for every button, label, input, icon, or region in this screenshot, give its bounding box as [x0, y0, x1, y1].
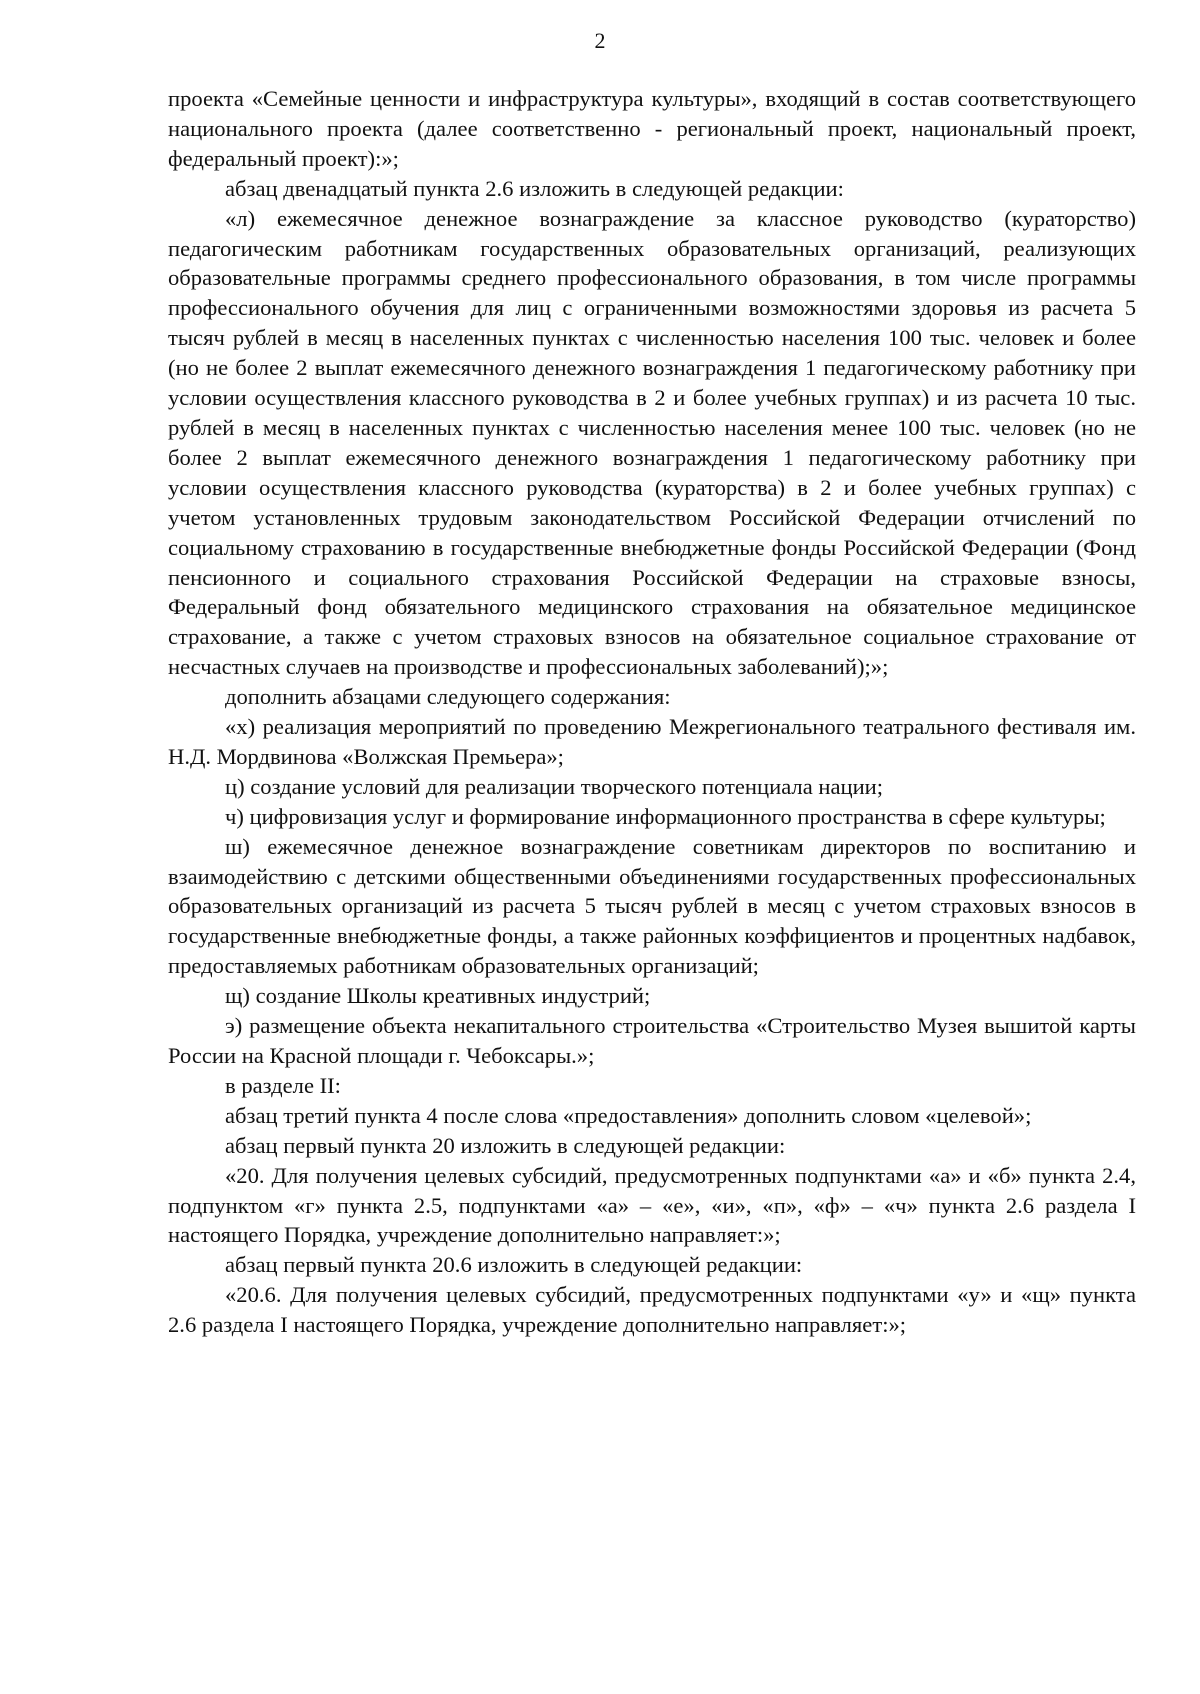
paragraph-item-e: э) размещение объекта некапитального строительства «Строительство Музея вышитой карты России на Красной площади г. Чебоксары.»;	[168, 1013, 1136, 1068]
paragraph-amend-point-20: абзац первый пункта 20 изложить в следующей редакции:	[225, 1132, 786, 1158]
paragraph-item-ts: ц) создание условий для реализации творческого потенциала нации;	[225, 773, 884, 799]
paragraph-amend-point-4: абзац третий пункта 4 после слова «предоставления» дополнить словом «целевой»;	[225, 1102, 1032, 1128]
paragraph-item-ch: ч) цифровизация услуг и формирование информационного пространства в сфере культуры;	[225, 803, 1106, 829]
paragraph-point-20-6-text: «20.6. Для получения целевых субсидий, предусмотренных подпунктами «у» и «щ» пункта 2.6 раздела I настоящего Порядка, учреждение дополнительно направляет:»;	[168, 1282, 1136, 1338]
document-body	[168, 84, 1136, 1340]
paragraph-item-l: «л) ежемесячное денежное вознаграждение за классное руководство (кураторство) педагогическим работникам государственных образовательных организаций, реализующих образовательные программы среднего профессионального образования, в том числе программы профессионального обучения для лиц с ограниченными возможностями здоровья из расчета 5 тысяч рублей в месяц в населенных пунктах с численностью населения 100 тыс. человек и более (но не более 2 выплат ежемесячного денежного вознаграждения 1 педагогическому работнику при условии осуществления классного руководства в 2 и более учебных группах) и из расчета 10 тыс. рублей в месяц в населенных пунктах с численностью населения менее 100 тыс. человек (но не более 2 выплат ежемесячного денежного вознаграждения 1 педагогическому работнику при условии осуществления классного руководства (кураторства) в 2 и более учебных группах) с учетом установленных трудовым законодательством Российской Федерации отчислений по социальному страхованию в государственные внебюджетные фонды Российской Федерации (Фонд пенсионного и социального страхования Российской Федерации на страховые взносы, Федеральный фонд обязательного медицинского страхования на обязательное медицинское страхование, а также с учетом страховых взносов на обязательное социальное страхование от несчастных случаев на производстве и профессиональных заболеваний);»;	[168, 205, 1136, 680]
paragraph-amend-point-20-6: абзац первый пункта 20.6 изложить в следующей редакции:	[225, 1252, 803, 1278]
paragraph-point-20-text: «20. Для получения целевых субсидий, предусмотренных подпунктами «а» и «б» пункта 2.4, подпунктом «г» пункта 2.5, подпунктами «а» – «е», «и», «п», «ф» – «ч» пункта 2.6 раздела I настоящего Порядка, учреждение дополнительно направляет:»;	[168, 1162, 1136, 1248]
paragraph-amend-abzac-12: абзац двенадцатый пункта 2.6 изложить в следующей редакции:	[225, 175, 844, 201]
paragraph-item-shch: щ) создание Школы креативных индустрий;	[225, 983, 651, 1009]
paragraph-item-kh: «х) реализация мероприятий по проведению Межрегионального театрального фестиваля им. Н.Д. Мордвинова «Волжская Премьера»;	[168, 714, 1136, 769]
paragraph-item-sh: ш) ежемесячное денежное вознаграждение советникам директоров по воспитанию и взаимодействию с детскими общественными объединениями государственных профессиональных образовательных организаций из расчета 5 тысяч рублей в месяц с учетом страховых взносов в государственные внебюджетные фонды, а также районных коэффициентов и процентных надбавок, предоставляемых работникам образовательных организаций;	[168, 833, 1136, 979]
paragraph-section-2: в разделе II:	[225, 1072, 341, 1098]
page-number: 2	[594, 28, 606, 53]
paragraph-continuation: проекта «Семейные ценности и инфраструктура культуры», входящий в состав соответствующего национального проекта (далее соответственно - региональный проект, национальный проект, федеральный проект):»;	[168, 86, 1136, 171]
paragraph-add-abzacs: дополнить абзацами следующего содержания:	[225, 684, 671, 710]
